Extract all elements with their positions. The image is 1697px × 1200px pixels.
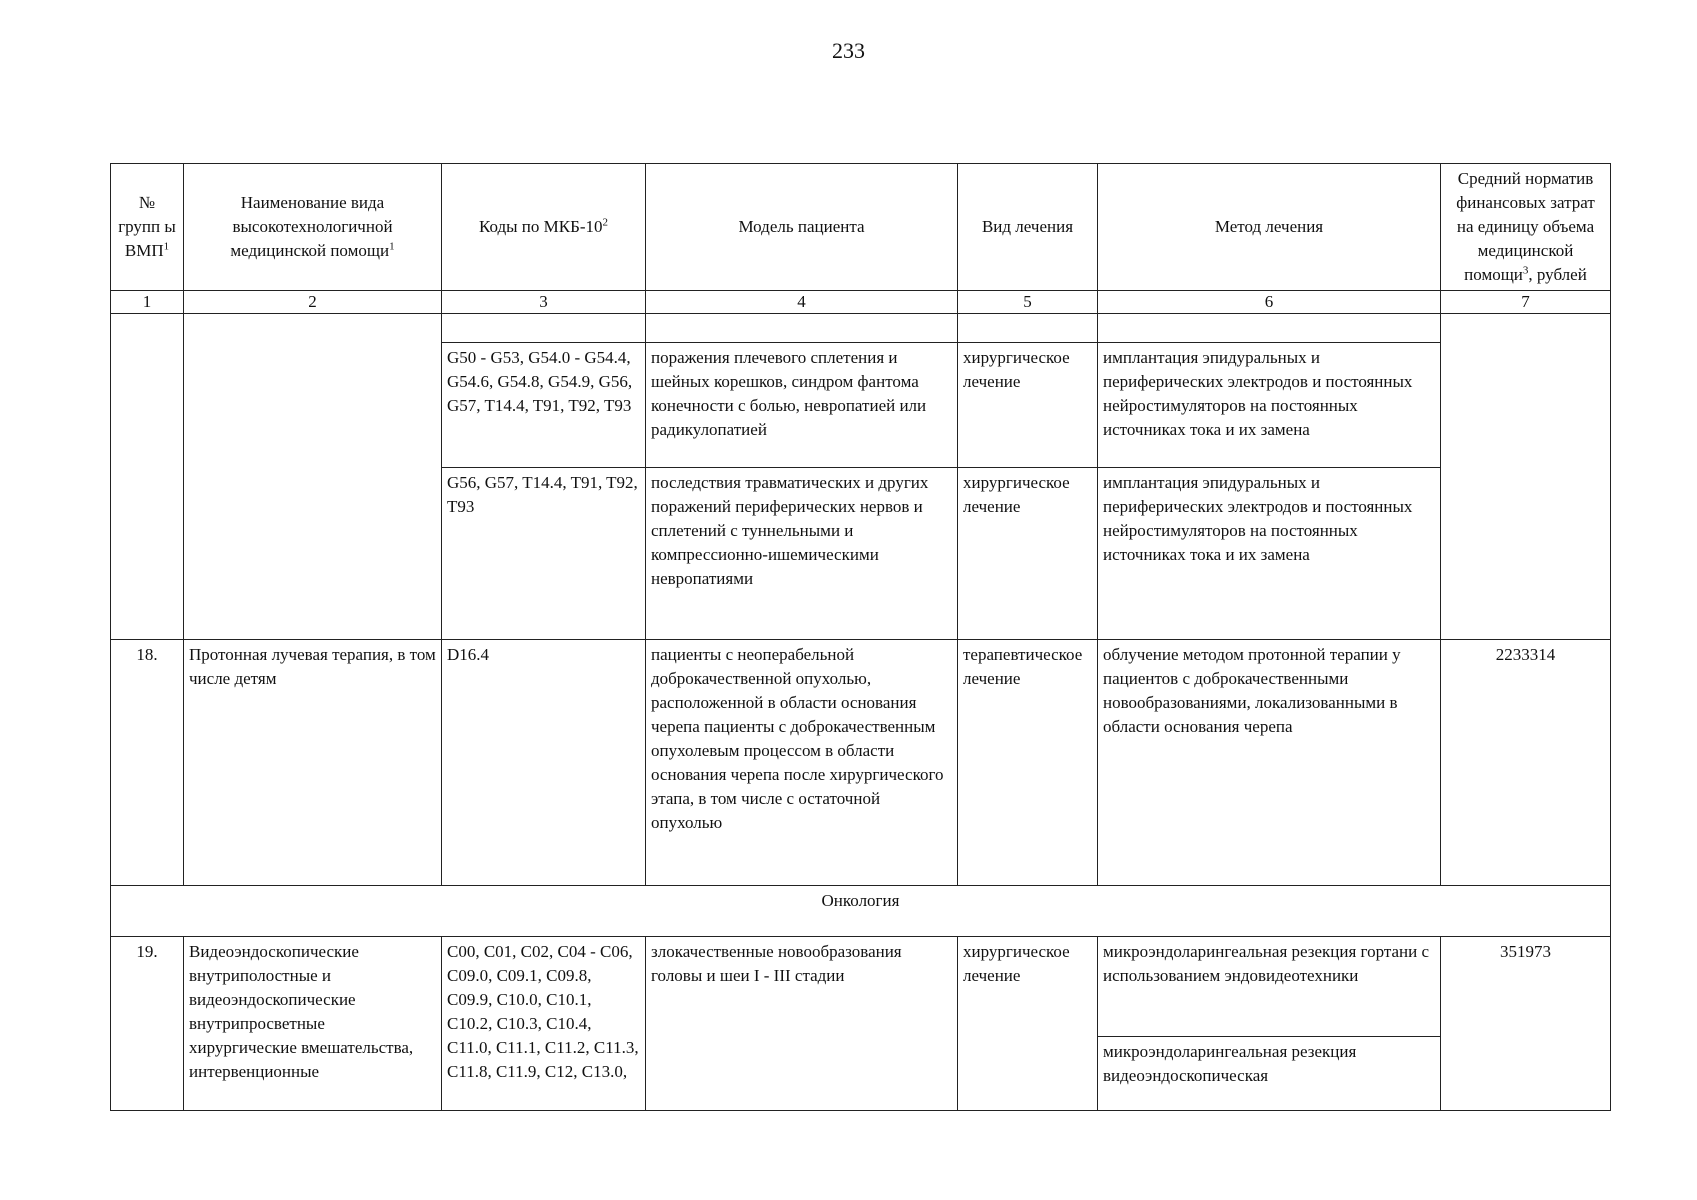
icd-codes-cell: D16.4 xyxy=(442,640,646,886)
cost-cell: 2233314 xyxy=(1441,640,1611,886)
group-number-cell: 19. xyxy=(111,937,184,1111)
column-number: 1 xyxy=(111,291,184,314)
care-name-cell: Протонная лучевая терапия, в том числе детям xyxy=(184,640,442,886)
column-number: 5 xyxy=(958,291,1098,314)
icd-codes-cell: G56, G57, T14.4, T91, T92, T93 xyxy=(442,468,646,640)
footnote-ref: 1 xyxy=(163,240,170,253)
header-group-number xyxy=(111,164,184,291)
treatment-method-cell: имплантация эпидуральных и периферических электродов и постоянных нейростимуляторов на постоянных источниках тока и их замена xyxy=(1098,468,1441,640)
footnote-ref: 3 xyxy=(1522,264,1529,277)
treatment-type-cell: хирургическое лечение xyxy=(958,468,1098,640)
header-icd-codes-text: Коды по МКБ-10 xyxy=(478,217,603,236)
treatment-type-cell: хирургическое лечение xyxy=(958,343,1098,468)
treatment-method-cell: облучение методом протонной терапии у пациентов с доброкачественными новообразованиями, локализованными в области основания черепа xyxy=(1098,640,1441,886)
vmp-table xyxy=(110,163,1611,1111)
header-care-name-text: Наименование вида высокотехнологичной медицинской помощи xyxy=(230,193,393,260)
cost-cell xyxy=(1441,314,1611,640)
column-number: 2 xyxy=(184,291,442,314)
care-name-cell: Видеоэндоскопические внутриполостные и видеоэндоскопические внутрипросветные хирургические вмешательства, интервенционные xyxy=(184,937,442,1111)
section-title: Онкология xyxy=(111,886,1611,937)
page-number: 233 xyxy=(832,38,865,63)
patient-model-cell: последствия травматических и других поражений периферических нервов и сплетений с туннельными и компрессионно-ишемическими невропатиями xyxy=(646,468,958,640)
footnote-ref: 1 xyxy=(389,240,395,253)
header-treatment-method: Метод лечения xyxy=(1098,164,1441,291)
cost-cell: 351973 xyxy=(1441,937,1611,1111)
treatment-method-cell: микроэндоларингеальная резекция гортани с использованием эндовидеотехники xyxy=(1098,937,1441,1037)
header-cost xyxy=(1441,164,1611,291)
column-number-row xyxy=(111,291,1611,314)
header-row xyxy=(111,164,1611,291)
header-group-number-text: № групп ы ВМП xyxy=(118,193,176,260)
empty-cell xyxy=(442,314,646,343)
empty-cell xyxy=(1098,314,1441,343)
footnote-ref: 2 xyxy=(602,216,609,229)
patient-model-cell: поражения плечевого сплетения и шейных корешков, синдром фантома конечности с болью, невропатией или радикулопатией xyxy=(646,343,958,468)
header-cost-unit: , рублей xyxy=(1528,265,1587,284)
table-row xyxy=(111,640,1611,886)
treatment-method-cell: микроэндоларингеальная резекция видеоэндоскопическая xyxy=(1098,1037,1441,1111)
empty-cell xyxy=(958,314,1098,343)
header-icd-codes xyxy=(442,164,646,291)
patient-model-cell: пациенты с неоперабельной доброкачественной опухолью, расположенной в области основания черепа пациенты с доброкачественным опухолевым процессом в области основания черепа после хирургического этапа, в том числе с остаточной опухолью xyxy=(646,640,958,886)
table-row-spacer xyxy=(111,314,1611,343)
icd-codes-cell: G50 - G53, G54.0 - G54.4, G54.6, G54.8, G54.9, G56, G57, T14.4, T91, T92, T93 xyxy=(442,343,646,468)
patient-model-cell: злокачественные новообразования головы и шеи I - III стадии xyxy=(646,937,958,1111)
column-number: 4 xyxy=(646,291,958,314)
column-number: 6 xyxy=(1098,291,1441,314)
empty-cell xyxy=(646,314,958,343)
header-patient-model: Модель пациента xyxy=(646,164,958,291)
treatment-type-cell: терапевтическое лечение xyxy=(958,640,1098,886)
treatment-method-cell: имплантация эпидуральных и периферических электродов и постоянных нейростимуляторов на постоянных источниках тока и их замена xyxy=(1098,343,1441,468)
header-treatment-type: Вид лечения xyxy=(958,164,1098,291)
table-row xyxy=(111,937,1611,1037)
column-number: 7 xyxy=(1441,291,1611,314)
care-name-cell xyxy=(184,314,442,640)
treatment-type-cell: хирургическое лечение xyxy=(958,937,1098,1111)
header-cost-text: Средний норматив финансовых затрат на единицу объема медицинской помощи xyxy=(1456,169,1595,284)
group-number-cell: 18. xyxy=(111,640,184,886)
section-heading-row xyxy=(111,886,1611,937)
header-care-name xyxy=(184,164,442,291)
column-number: 3 xyxy=(442,291,646,314)
group-number-cell xyxy=(111,314,184,640)
icd-codes-cell: C00, C01, C02, C04 - C06, C09.0, C09.1, C09.8, C09.9, C10.0, C10.1, C10.2, C10.3, C10.4, C11.0, C11.1, C11.2, C11.3, C11.8, C11.9, C12, C13.0, xyxy=(442,937,646,1111)
